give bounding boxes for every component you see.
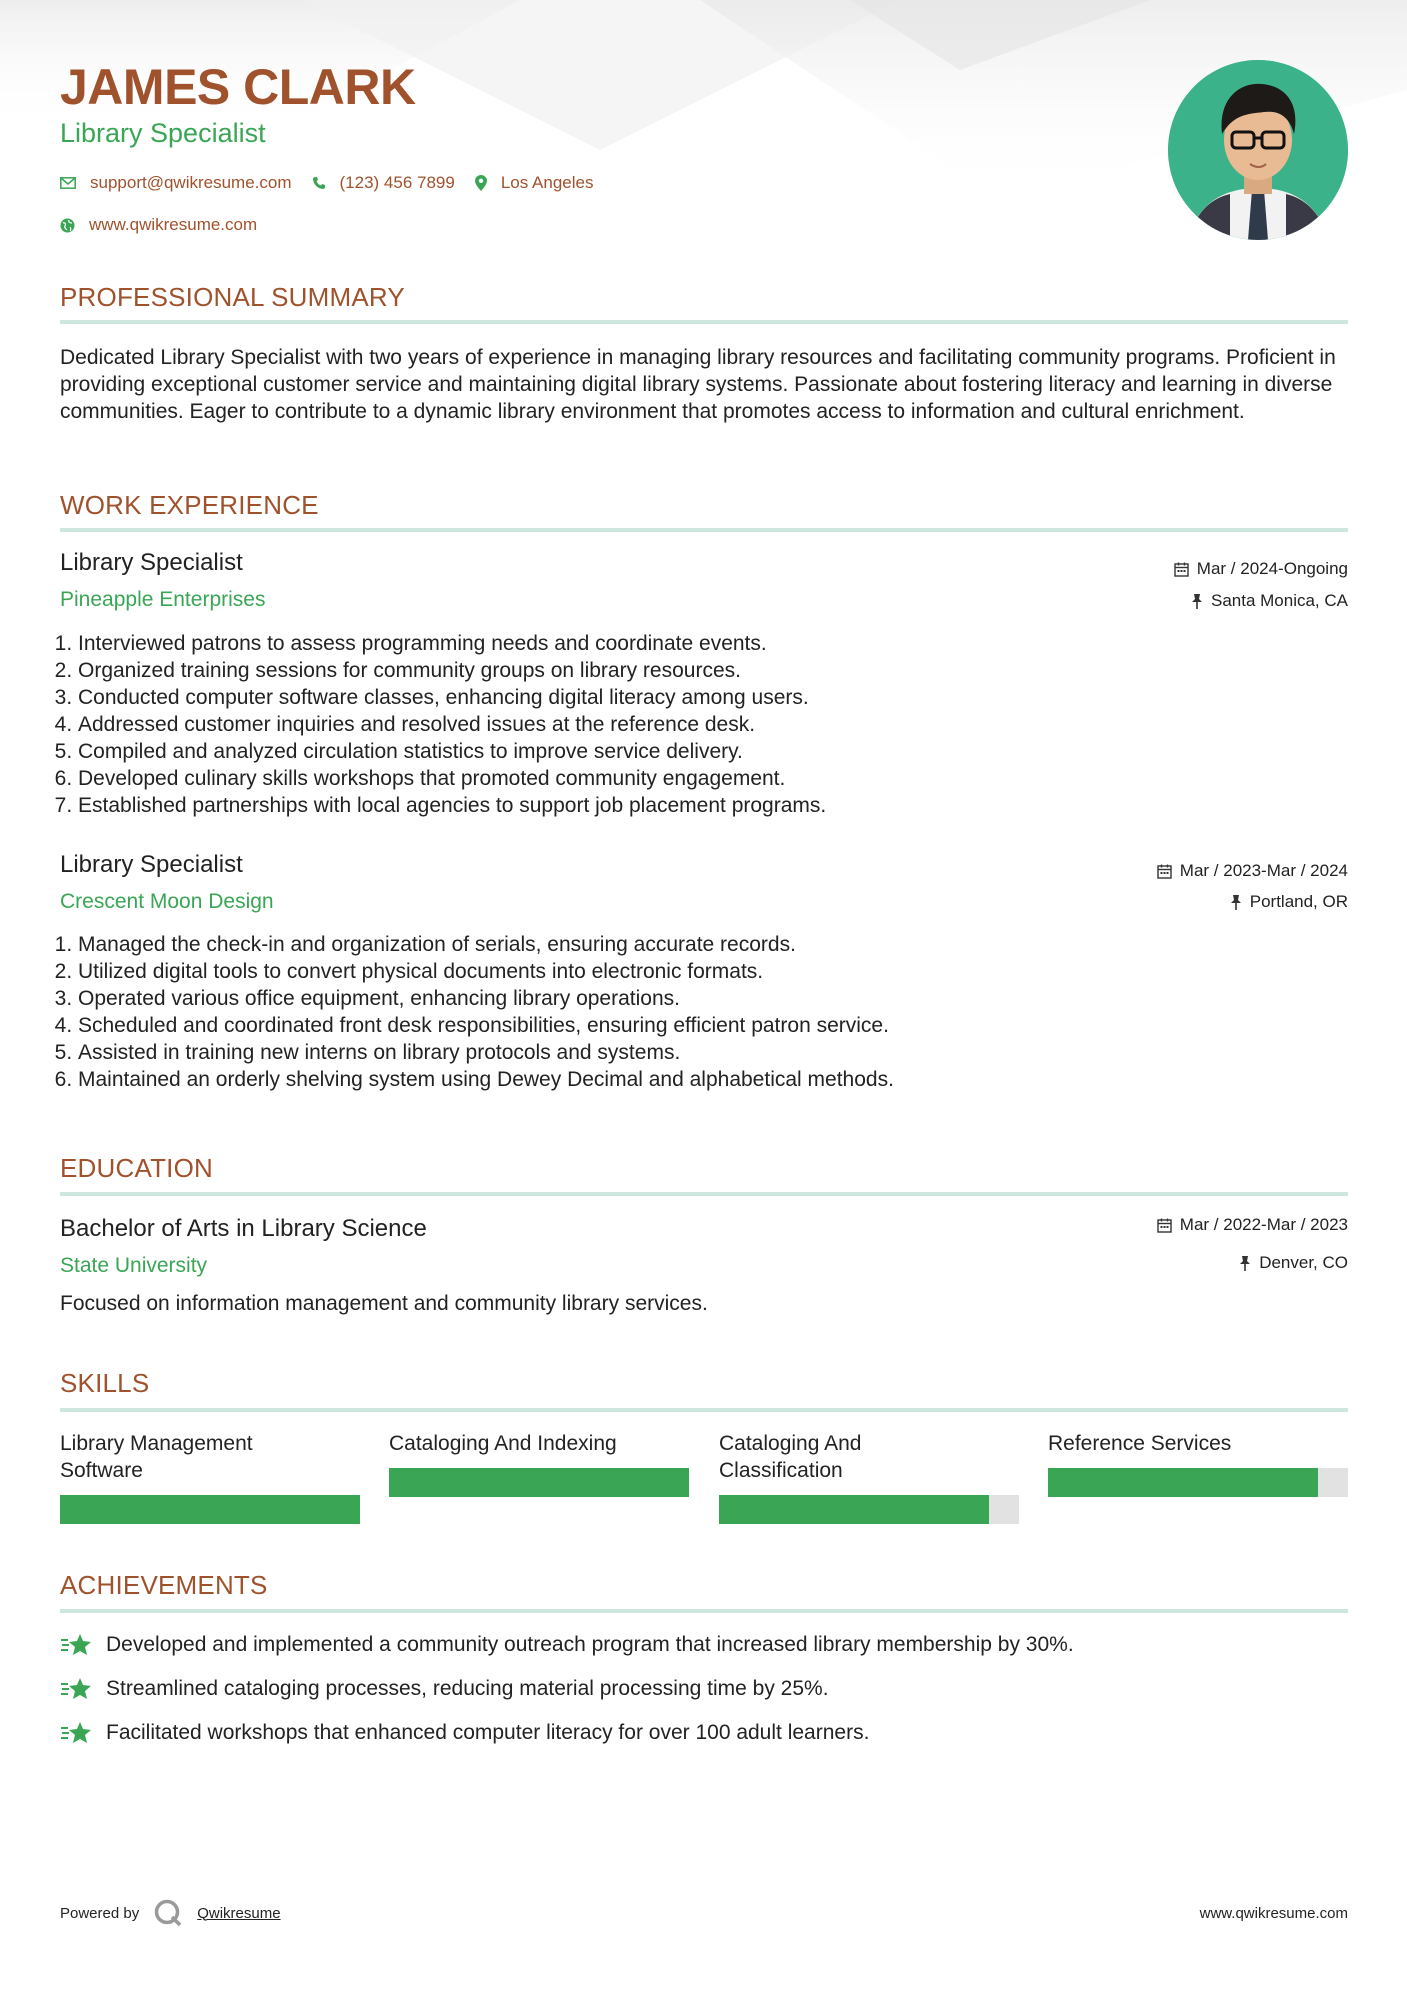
job-1-company: Pineapple Enterprises xyxy=(60,588,266,611)
list-item: 2. Organized training sessions for community groups on library resources. xyxy=(78,657,1328,684)
location-text: Los Angeles xyxy=(500,173,594,192)
job-1-dates-text: Mar / 2024-Ongoing xyxy=(1196,559,1348,578)
skill-item xyxy=(60,1430,360,1484)
job-2-location xyxy=(1230,892,1348,912)
achievements-divider xyxy=(60,1609,1348,1613)
achievement-text: Streamlined cataloging processes, reducing material processing time by 25%. xyxy=(106,1677,829,1700)
achievement-item xyxy=(60,1720,869,1746)
list-item: 2. Utilized digital tools to convert physical documents into electronic formats. xyxy=(78,958,1328,985)
list-item: 3. Operated various office equipment, enhancing library operations. xyxy=(78,985,1328,1012)
skills-divider xyxy=(60,1408,1348,1412)
skill-item xyxy=(719,1430,1019,1484)
qwikresume-logo-icon xyxy=(153,1898,183,1928)
job-2-location-text: Portland, OR xyxy=(1249,892,1348,911)
skill-item xyxy=(1048,1430,1348,1457)
skill-label: Reference Services xyxy=(1048,1432,1232,1455)
job-1-bullets xyxy=(60,630,1328,819)
candidate-title: Library Specialist xyxy=(60,118,266,148)
list-item: 6. Developed culinary skills workshops that promoted community engagement. xyxy=(78,765,1328,792)
skill-bar-fill xyxy=(60,1495,360,1524)
skill-bar-fill xyxy=(389,1468,689,1497)
achievement-text: Developed and implemented a community outreach program that increased library membership by 30%. xyxy=(106,1633,1074,1656)
achievements-heading: ACHIEVEMENTS xyxy=(60,1570,268,1600)
list-item: 1. Managed the check-in and organization of serials, ensuring accurate records. xyxy=(78,931,1328,958)
job-2-bullets xyxy=(60,931,1328,1093)
envelope-icon xyxy=(60,177,76,189)
list-item: 7. Established partnerships with local agencies to support job placement programs. xyxy=(78,792,1328,819)
summary-text: Dedicated Library Specialist with two years of experience in managing library resources and facilitating community programs. Proficient in providing exceptional customer service and maintaining digital library systems. Passionate about fostering literacy and learning in diverse communities. Eager to contribute to a dynamic library environment that promotes access to information and cultural enrichment. xyxy=(60,346,1336,423)
education-description: Focused on information management and community library services. xyxy=(60,1292,708,1315)
calendar-icon xyxy=(1157,864,1172,879)
education-divider xyxy=(60,1192,1348,1196)
calendar-icon xyxy=(1157,1218,1172,1233)
powered-by-label: Powered by xyxy=(60,1904,140,1922)
education-location-text: Denver, CO xyxy=(1259,1253,1348,1272)
pushpin-icon xyxy=(1191,594,1203,609)
education-location xyxy=(1239,1253,1348,1273)
job-1-title: Library Specialist xyxy=(60,549,243,576)
pushpin-icon xyxy=(1239,1256,1251,1271)
calendar-icon xyxy=(1174,562,1189,577)
summary-heading: PROFESSIONAL SUMMARY xyxy=(60,282,405,312)
phone-contact[interactable] xyxy=(312,173,455,193)
skill-label: Library Management Software xyxy=(60,1432,253,1482)
phone-text: (123) 456 7899 xyxy=(339,173,455,192)
skill-bar-fill xyxy=(719,1495,989,1524)
skill-bar xyxy=(60,1495,360,1524)
map-pin-icon xyxy=(475,175,487,191)
summary-divider xyxy=(60,320,1348,324)
star-award-icon xyxy=(60,1720,92,1746)
education-dates xyxy=(1157,1215,1348,1235)
skill-item xyxy=(389,1430,689,1457)
skill-label: Cataloging And Classification xyxy=(719,1432,862,1482)
job-2-dates xyxy=(1157,861,1348,881)
pushpin-icon xyxy=(1230,895,1242,910)
contact-row-secondary xyxy=(60,215,277,235)
website-contact[interactable] xyxy=(60,215,257,235)
email-contact[interactable] xyxy=(60,173,292,193)
candidate-name: JAMES CLARK xyxy=(60,59,416,115)
location-contact xyxy=(475,173,594,193)
job-2-company: Crescent Moon Design xyxy=(60,890,274,913)
achievement-item xyxy=(60,1632,1074,1658)
qwikresume-link[interactable]: Qwikresume xyxy=(197,1904,281,1922)
list-item: 5. Assisted in training new interns on library protocols and systems. xyxy=(78,1039,1328,1066)
job-2-dates-text: Mar / 2023-Mar / 2024 xyxy=(1179,861,1348,880)
avatar-illustration xyxy=(1168,60,1348,240)
job-1-location-text: Santa Monica, CA xyxy=(1210,591,1348,610)
experience-heading: WORK EXPERIENCE xyxy=(60,490,319,520)
job-2-title: Library Specialist xyxy=(60,851,243,878)
star-award-icon xyxy=(60,1632,92,1658)
list-item: 5. Compiled and analyzed circulation statistics to improve service delivery. xyxy=(78,738,1328,765)
list-item: 6. Maintained an orderly shelving system using Dewey Decimal and alphabetical methods. xyxy=(78,1066,1328,1093)
education-dates-text: Mar / 2022-Mar / 2023 xyxy=(1179,1215,1348,1234)
footer-powered-by xyxy=(60,1898,281,1928)
email-text: support@qwikresume.com xyxy=(90,173,292,192)
skills-heading: SKILLS xyxy=(60,1368,150,1398)
skill-bar xyxy=(1048,1468,1348,1497)
list-item: 3. Conducted computer software classes, enhancing digital literacy among users. xyxy=(78,684,1328,711)
job-1-location xyxy=(1191,591,1348,611)
profile-photo xyxy=(1168,60,1348,240)
star-award-icon xyxy=(60,1676,92,1702)
education-school: State University xyxy=(60,1254,208,1277)
education-heading: EDUCATION xyxy=(60,1153,213,1183)
skill-bar xyxy=(719,1495,1019,1524)
list-item: 4. Addressed customer inquiries and resolved issues at the reference desk. xyxy=(78,711,1328,738)
contact-row-primary xyxy=(60,173,613,193)
phone-icon xyxy=(312,176,326,190)
skill-label: Cataloging And Indexing xyxy=(389,1432,617,1455)
achievement-text: Facilitated workshops that enhanced computer literacy for over 100 adult learners. xyxy=(106,1721,870,1744)
footer-website[interactable]: www.qwikresume.com xyxy=(1199,1905,1348,1922)
website-text: www.qwikresume.com xyxy=(89,215,258,234)
skill-bar xyxy=(389,1468,689,1497)
list-item: 1. Interviewed patrons to assess programming needs and coordinate events. xyxy=(78,630,1328,657)
list-item: 4. Scheduled and coordinated front desk responsibilities, ensuring efficient patron service. xyxy=(78,1012,1328,1039)
education-degree: Bachelor of Arts in Library Science xyxy=(60,1215,427,1242)
globe-icon xyxy=(60,218,75,233)
skill-bar-fill xyxy=(1048,1468,1318,1497)
job-1-dates xyxy=(1174,559,1348,579)
achievement-item xyxy=(60,1676,829,1702)
experience-divider xyxy=(60,528,1348,532)
